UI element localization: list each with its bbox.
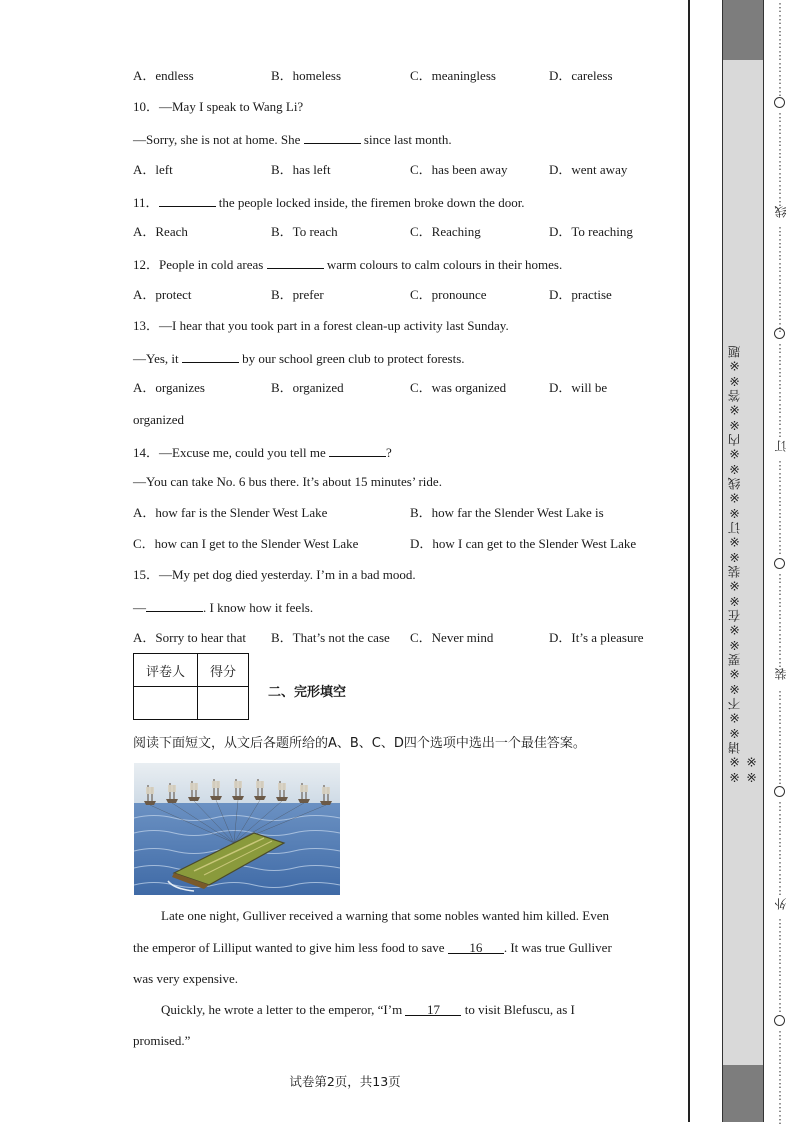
q11-option-d: D．To reaching: [549, 224, 633, 239]
q14-option-c: C．how can I get to the Slender West Lake: [133, 536, 359, 551]
q9-option-a: A．endless: [133, 68, 194, 83]
gulliver-illustration: [134, 763, 340, 895]
score-cell: [198, 687, 249, 720]
circle-mark: [774, 786, 785, 797]
q9-option-c: C．meaningless: [410, 68, 496, 83]
strip-top-block: [723, 0, 763, 60]
dotted-segment: ⋮⋮⋮⋮⋮⋮⋮⋮: [774, 917, 786, 1014]
passage-p2-line1: Quickly, he wrote a letter to the emperor, “I’m 17 to visit Blefuscu, as I: [161, 1002, 575, 1017]
q14-option-b: B．how far the Slender West Lake is: [410, 505, 604, 520]
binding-divider: [688, 0, 690, 1122]
passage-p1-line3: was very expensive.: [133, 971, 239, 986]
binding-warning-text: ※※请※※不※※要※※在※※装※※订※※线※※内※※答※※题※※: [726, 345, 759, 785]
answer-blank: [182, 349, 239, 363]
passage-p2-line2: promised.”: [133, 1033, 191, 1048]
dotted-segment: ⋮⋮⋮⋮⋮⋮⋮⋮: [774, 1, 786, 98]
answer-blank: [304, 130, 361, 144]
q12-option-a: A．protect: [133, 287, 192, 302]
q11-option-a: A．Reach: [133, 224, 188, 239]
grader-cell: [134, 687, 198, 720]
circle-mark: [774, 558, 785, 569]
q14-stem: 14．—Excuse me, could you tell me ?: [133, 445, 392, 460]
page-footer: 试卷第2页，共13页: [289, 1074, 401, 1089]
q12-option-b: B．prefer: [271, 287, 324, 302]
q10-option-c: C．has been away: [410, 162, 508, 177]
binding-warning: [722, 345, 762, 785]
q9-option-b: B．homeless: [271, 68, 342, 83]
q12-option-c: C．pronounce: [410, 287, 487, 302]
q13-option-b: B．organized: [271, 380, 344, 395]
circle-mark: [774, 97, 785, 108]
blank-16: 16: [448, 940, 504, 954]
q15-option-d: D．It’s a pleasure: [549, 630, 644, 645]
cut-mark-xian: 线: [774, 206, 788, 218]
dotted-segment: ⋮⋮⋮⋮⋮⋮⋮⋮: [774, 572, 786, 669]
dotted-segment: ⋮⋮⋮⋮⋮⋮⋮⋮: [774, 1029, 786, 1126]
section-instruction: 阅读下面短文，从文后各题所给的A、B、C、D四个选项中选出一个最佳答案。: [133, 736, 586, 751]
q13-option-d-wrap: organized: [133, 412, 185, 427]
q12-option-d: D．practise: [549, 287, 612, 302]
q13-option-a: A．organizes: [133, 380, 205, 395]
dotted-segment: ⋮⋮⋮⋮⋮⋮⋮⋮: [774, 800, 786, 897]
dotted-segment: ⋮⋮⋮⋮⋮⋮⋮⋮⋮: [774, 225, 786, 334]
q14-option-a: A．how far is the Slender West Lake: [133, 505, 328, 520]
q11-option-b: B．To reach: [271, 224, 338, 239]
cut-mark-ding: 订: [774, 440, 788, 452]
blank-17: 17: [405, 1002, 461, 1016]
q15-reply: — . I know how it feels.: [133, 600, 314, 615]
q10-option-d: D．went away: [549, 162, 628, 177]
dotted-segment: ⋮⋮⋮⋮⋮⋮⋮⋮: [774, 459, 786, 556]
answer-blank: [267, 255, 324, 269]
q10-reply: —Sorry, she is not at home. She since last month.: [133, 132, 452, 147]
passage-p1-line1: Late one night, Gulliver received a warning that some nobles wanted him killed. Even: [161, 908, 610, 923]
q15-stem: 15．—My pet dog died yesterday. I’m in a bad mood.: [133, 567, 416, 582]
q15-option-c: C．Never mind: [410, 630, 494, 645]
q13-stem: 13．—I hear that you took part in a forest clean-up activity last Sunday.: [133, 318, 509, 333]
answer-blank: [146, 598, 203, 612]
q13-option-c: C．was organized: [410, 380, 507, 395]
q10-stem: 10．—May I speak to Wang Li?: [133, 99, 304, 114]
dotted-segment: ⋮⋮⋮⋮⋮⋮⋮⋮: [774, 689, 786, 786]
grader-header: 评卷人: [134, 654, 198, 687]
dotted-segment: ⋮⋮⋮⋮⋮⋮⋮⋮: [774, 111, 786, 208]
q15-option-a: A．Sorry to hear that: [133, 630, 247, 645]
q10-option-b: B．has left: [271, 162, 331, 177]
section-title: 二、完形填空: [268, 685, 347, 700]
q13-option-d: D．will be: [549, 380, 608, 395]
circle-mark: [774, 1015, 785, 1026]
circle-mark: [774, 328, 785, 339]
answer-blank: [159, 193, 216, 207]
q9-option-d: D．careless: [549, 68, 613, 83]
passage-p1-line2: the emperor of Lilliput wanted to give him less food to save 16 . It was true Gulliver: [133, 940, 612, 955]
q13-reply: —Yes, it by our school green club to protect forests.: [133, 351, 465, 366]
q11-stem: 11． the people locked inside, the firemen broke down the door.: [133, 195, 525, 210]
q10-option-a: A．left: [133, 162, 173, 177]
answer-blank: [329, 443, 386, 457]
score-table: [133, 653, 249, 720]
strip-bottom-block: [723, 1065, 763, 1122]
q14-option-d: D．how I can get to the Slender West Lake: [410, 536, 637, 551]
q12-stem: 12．People in cold areas warm colours to calm colours in their homes.: [133, 257, 563, 272]
q11-option-c: C．Reaching: [410, 224, 481, 239]
score-header: 得分: [198, 654, 249, 687]
q15-option-b: B．That’s not the case: [271, 630, 390, 645]
dotted-segment: ⋮⋮⋮⋮⋮⋮⋮⋮: [774, 342, 786, 439]
q14-reply: —You can take No. 6 bus there. It’s about 15 minutes’ ride.: [133, 474, 442, 489]
cut-line: [770, 0, 790, 1126]
cut-mark-zhuang: 装: [774, 668, 788, 680]
cut-mark-wai: 外: [774, 898, 788, 910]
